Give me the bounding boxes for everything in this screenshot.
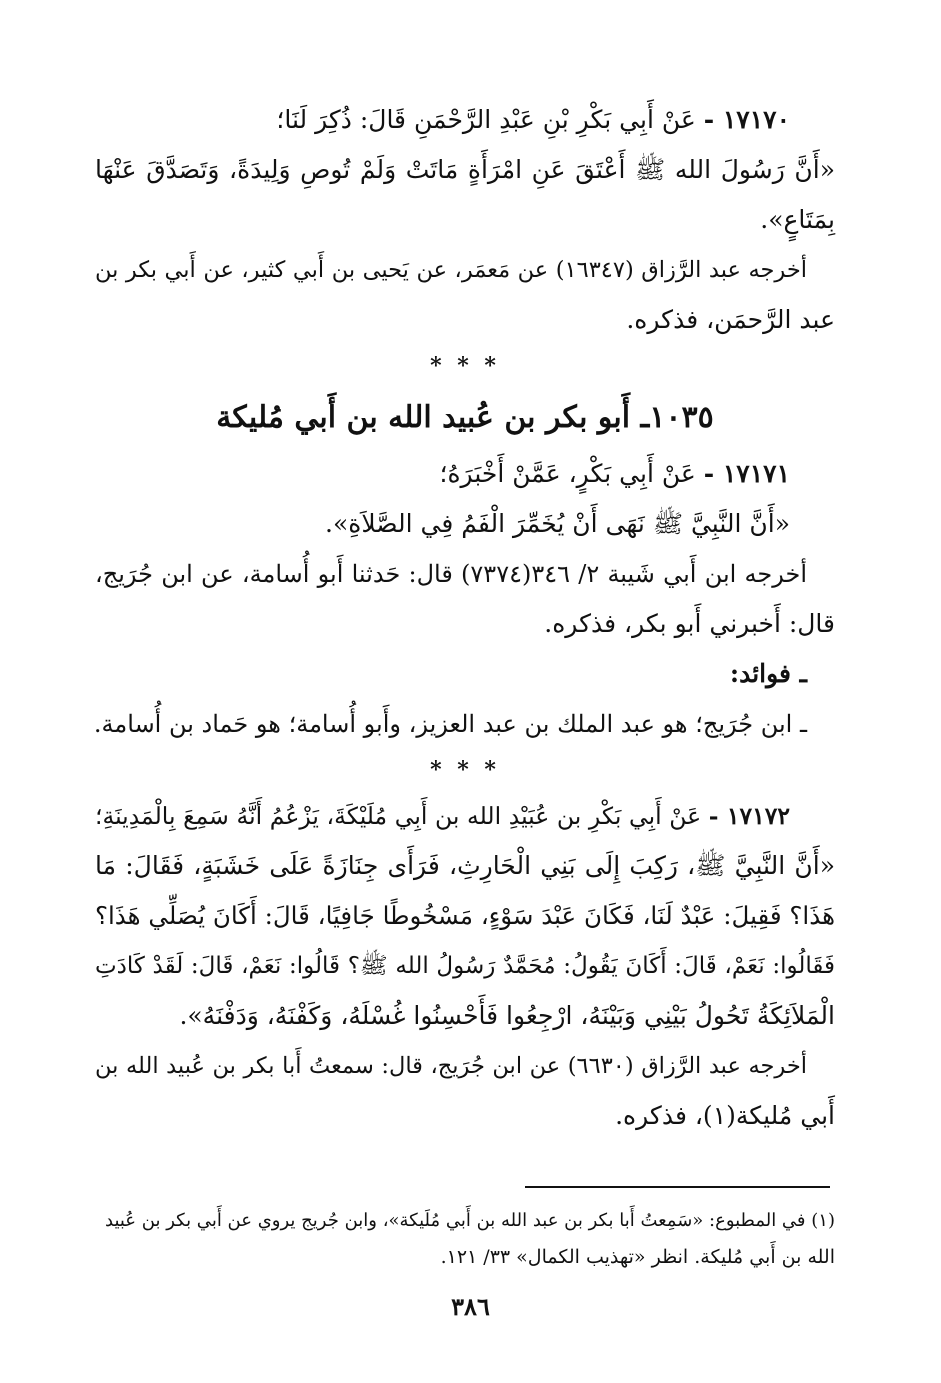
- chapter-title: ١٠٣٥ـ أَبو بكر بن عُبيد الله بن أَبي مُليكة: [216, 400, 714, 435]
- hadith-chain-text: عَنْ أَبِي بَكْرٍ، عَمَّنْ أَخْبَرَهُ؛: [439, 459, 696, 488]
- page-body: [95, 95, 835, 1141]
- takhrij-line: أَبي مُليكة(١)، فذكره.: [615, 1101, 835, 1130]
- hadith-number: ١٧١٧٠ -: [703, 105, 790, 134]
- hadith-text-line: «أَنَّ رَسُولَ الله ﷺ أَعْتَقَ عَنِ امْرَأَةٍ مَاتَتْ وَلَمْ تُوصِ وَلِيدَةً، وَتَصَدَّقَ عَنْهَا: [95, 155, 835, 184]
- footnote-line: الله بن أَبي مُليكة. انظر «تهذيب الكمال» ٣٣/ ١٢١.: [440, 1246, 835, 1268]
- hadith-text-line: فَقَالُوا: نَعَمْ، قَالَ: أَكَانَ يَقُولُ: مُحَمَّدٌ رَسُولُ الله ﷺ؟ قَالُوا: نَعَمْ، قَالَ: لَقَدْ كَادَتِ: [95, 953, 835, 979]
- hadith-text-line: الْمَلاَئِكَةُ تَحُولُ بَيْنِي وَبَيْنَهُ، ارْجِعُوا فَأَحْسِنُوا غُسْلَهُ، وَكَفْنَهُ، وَدَفْنَهُ».: [179, 1001, 835, 1030]
- fawaid-line: ـ ابن جُرَيج؛ هو عبد الملك بن عبد العزيز، وأَبو أُسامة؛ هو حَماد بن أُسامة.: [93, 710, 807, 738]
- hadith-text-line: هَذَا؟ فَقِيلَ: عَبْدٌ لَنَا، فَكَانَ عَبْدَ سَوْءٍ، مَسْخُوطًا جَافِيًا، قَالَ: أَكَانَ يُصَلِّي هَذَا؟: [95, 901, 835, 930]
- fawaid-heading: ـ فوائد:: [729, 659, 807, 688]
- takhrij-line: أخرجه عبد الرَّزاق (٦٦٣٠) عن ابن جُرَيج، قال: سمعتُ أَبا بكر بن عُبيد الله بن: [95, 1053, 807, 1079]
- hadith-number: ١٧١٧٢ -: [708, 802, 790, 830]
- page-number: ٣٨٦: [451, 1292, 490, 1321]
- hadith-text-line: بِمَتَاعٍ».: [760, 205, 835, 234]
- hadith-17172-chain: [95, 791, 835, 841]
- section-separator: * * *: [430, 757, 500, 783]
- hadith-17170-chain: [95, 95, 835, 145]
- footnote: [95, 1185, 835, 1275]
- hadith-chain-text: عَنْ أَبِي بَكْرِ بن عُبَيْدِ الله بن أَبِي مُلَيْكَةَ، يَزْعُمُ أَنَّهُ سَمِعَ بِالْمَدِينَةِ؛: [95, 802, 702, 830]
- takhrij-line: أخرجه عبد الرَّزاق (١٦٣٤٧) عن مَعمَر، عن يَحيى بن أَبي كثير، عن أَبي بكر بن: [95, 257, 807, 283]
- section-separator: * * *: [430, 353, 500, 379]
- takhrij-line: قال: أَخبرني أَبو بكر، فذكره.: [544, 609, 835, 638]
- footnote-line: (١) في المطبوع: «سَمِعتُ أَبا بكر بن عبد الله بن أَبي مُلَيكة»، وابن جُريج يروي عن أَبي بكر بن عُبيد: [105, 1210, 835, 1231]
- hadith-chain-text: عَنْ أَبِي بَكْرِ بْنِ عَبْدِ الرَّحْمَنِ قَالَ: ذُكِرَ لَنَا؛: [276, 105, 696, 134]
- hadith-text-line: «أَنَّ النَّبِيَّ ﷺ نَهَى أَنْ يُخَمِّرَ الْفَمُ فِي الصَّلاَةِ».: [325, 509, 790, 538]
- hadith-number: ١٧١٧١ -: [703, 459, 790, 488]
- hadith-17171-chain: [95, 449, 835, 499]
- hadith-text-line: «أَنَّ النَّبِيَّ ﷺ، رَكِبَ إِلَى بَنِي الْحَارِثِ، فَرَأَى جِنَازَةً عَلَى خَشَبَةٍ، فَقَالَ: مَا: [95, 851, 835, 880]
- takhrij-line: عبد الرَّحمَن، فذكره.: [626, 305, 835, 334]
- takhrij-line: أخرجه ابن أَبي شَيبة ٢/ ٣٤٦(٧٣٧٤) قال: حَدثنا أَبو أُسامة، عن ابن جُرَيج،: [95, 560, 807, 588]
